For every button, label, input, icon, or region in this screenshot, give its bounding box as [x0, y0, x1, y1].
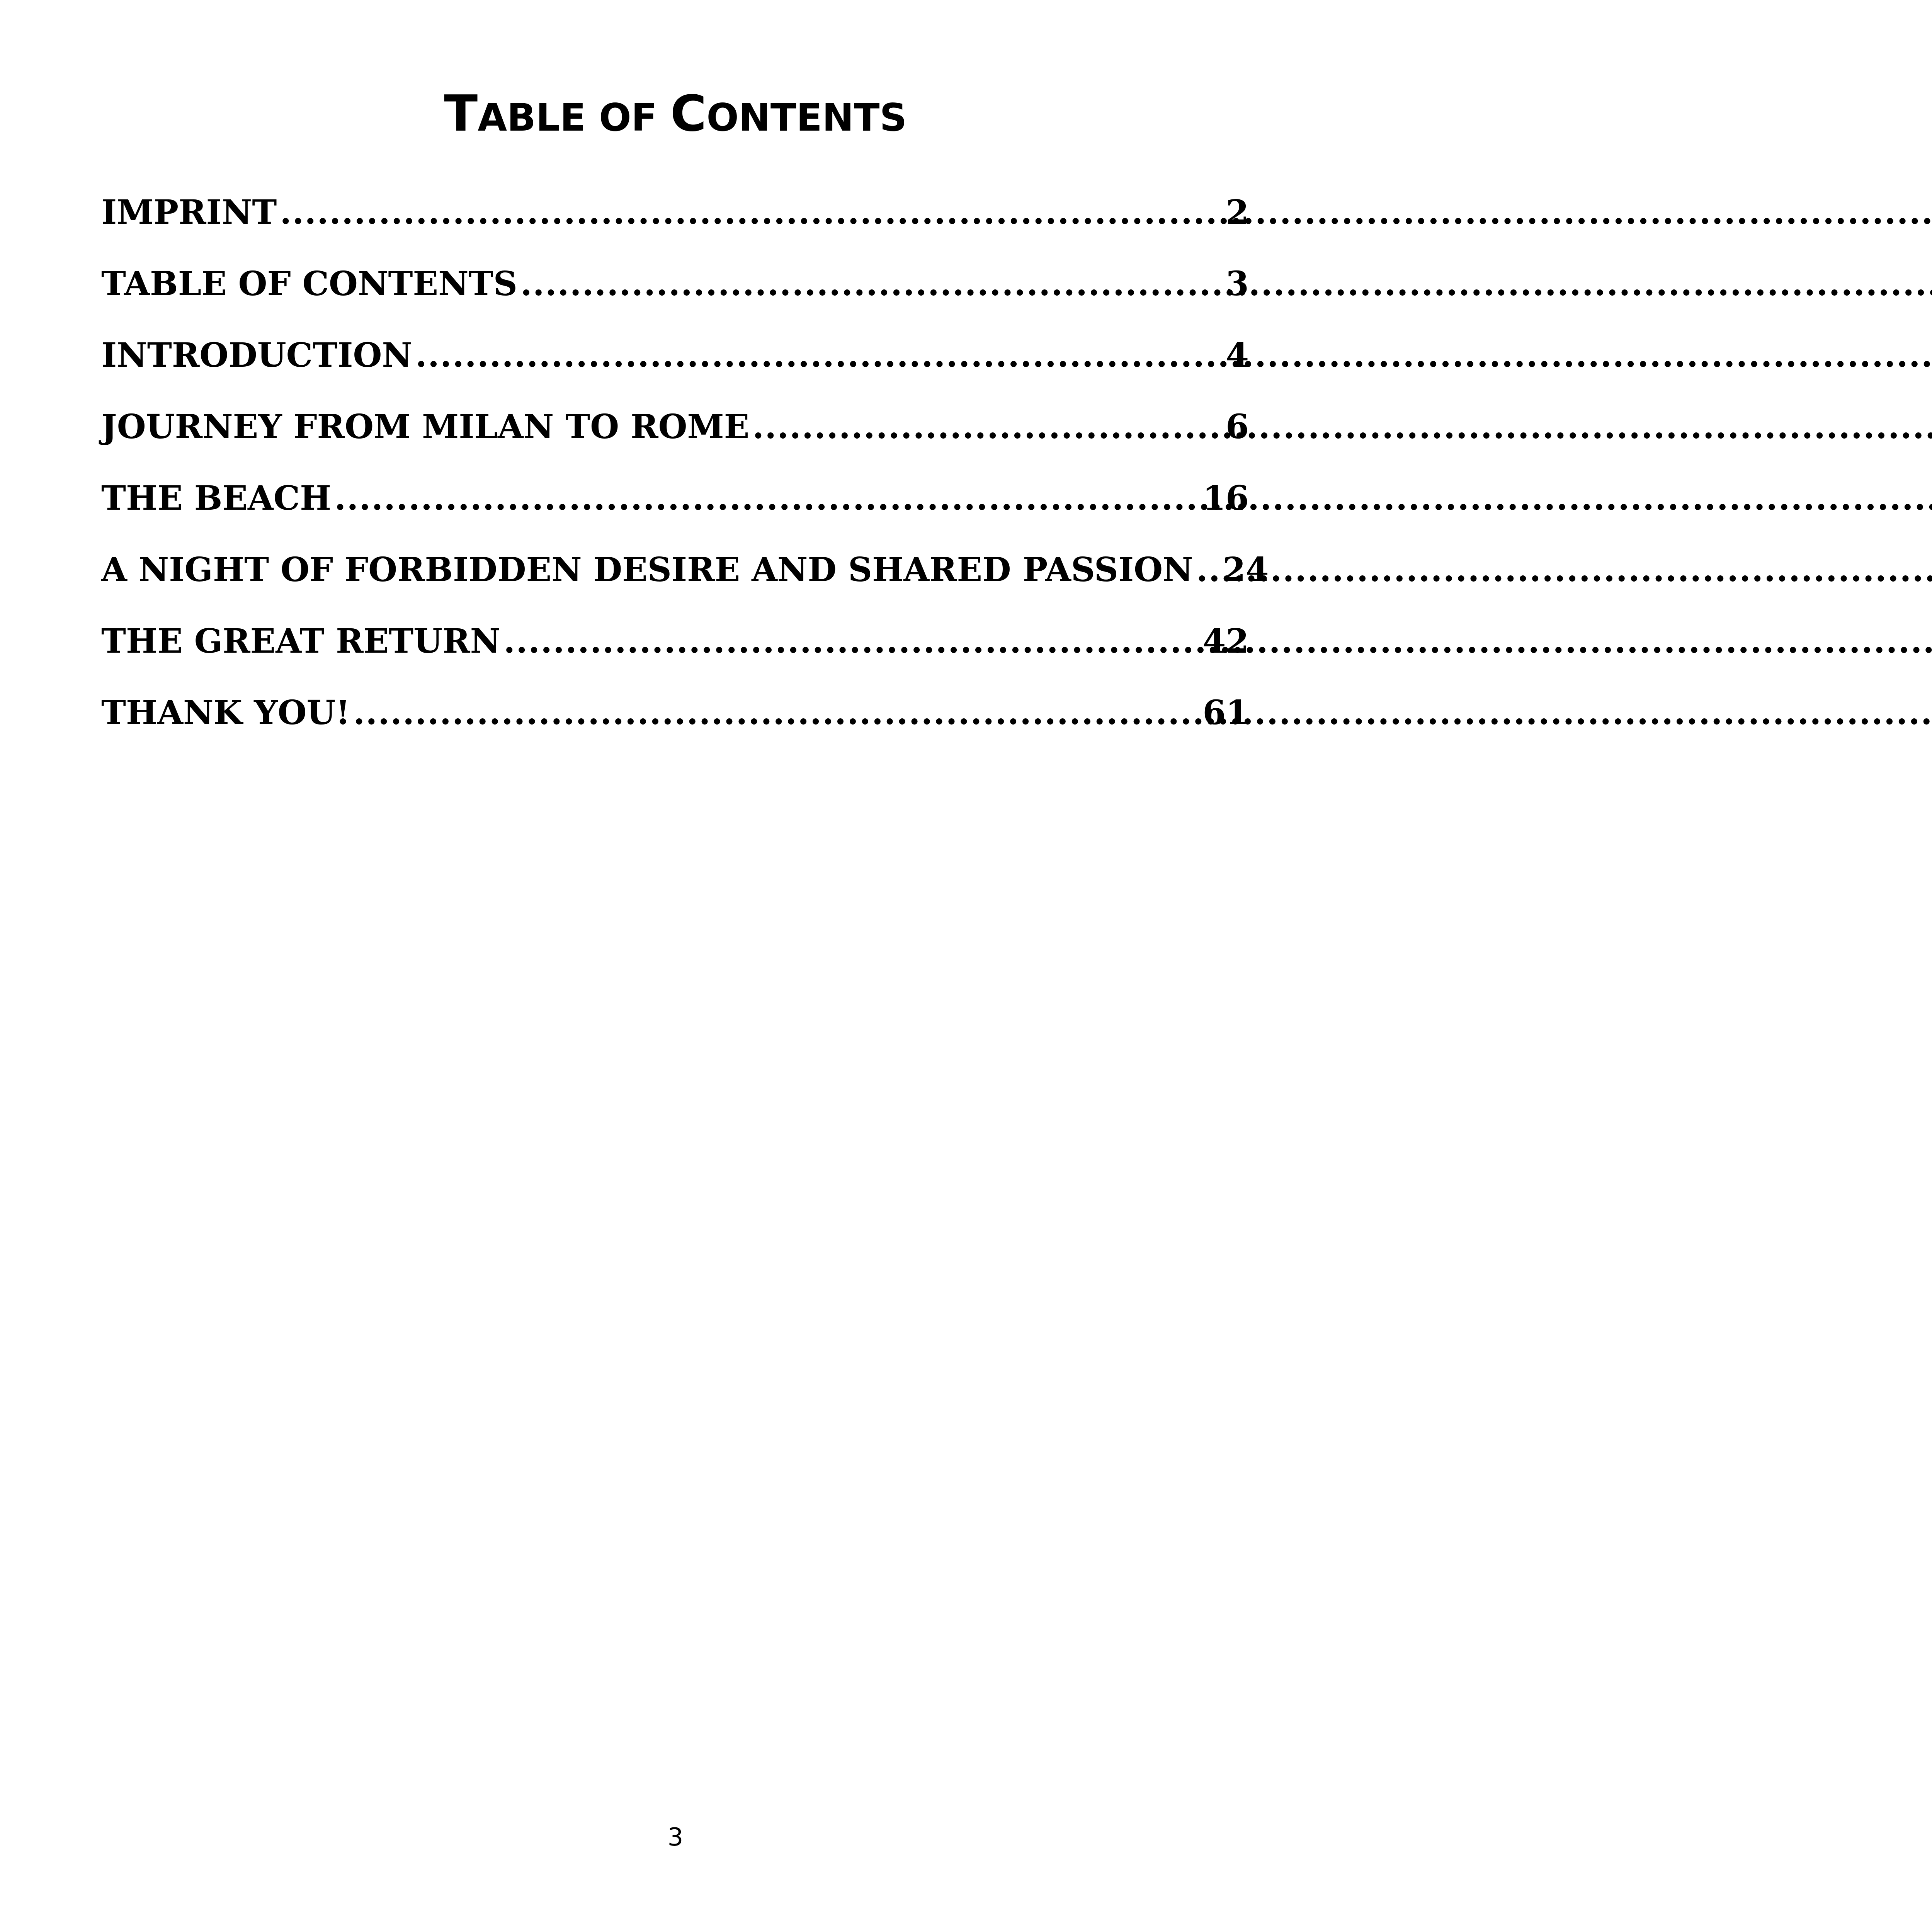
toc-dot-leader: [353, 686, 1199, 740]
toc-entry-label[interactable]: JOURNEY FROM MILAN TO ROME: [101, 407, 750, 446]
toc-entry-page-number[interactable]: 4: [1226, 336, 1249, 375]
toc-entry-page-number[interactable]: 16: [1202, 479, 1249, 518]
toc-entry-label[interactable]: THANK YOU!: [101, 693, 350, 732]
toc-entry-page-number[interactable]: 24: [1222, 550, 1269, 589]
toc-entry-label[interactable]: A NIGHT OF FORBIDDEN DESIRE AND SHARED PASSION: [101, 550, 1193, 589]
toc-dot-leader: [1196, 543, 1219, 597]
toc-dot-leader: [334, 471, 1199, 526]
toc-entry-page-number[interactable]: 3: [1226, 264, 1249, 303]
toc-entry-label[interactable]: IMPRINT: [101, 193, 277, 232]
toc-dot-leader: [415, 328, 1223, 383]
toc-dot-leader: [280, 185, 1223, 240]
toc-entry-page-number[interactable]: 61: [1202, 693, 1249, 732]
toc-entry-imprint[interactable]: [101, 185, 1249, 257]
toc-entry-a-night[interactable]: [101, 543, 1269, 614]
page-title: [0, 83, 1351, 149]
toc-entry-the-beach[interactable]: [101, 471, 1249, 543]
toc-entry-label[interactable]: THE BEACH: [101, 479, 332, 518]
toc-entry-great-return[interactable]: [101, 614, 1249, 686]
toc-dot-leader: [520, 257, 1223, 311]
toc-entry-journey[interactable]: [101, 400, 1249, 471]
toc-list: [101, 185, 1269, 757]
title-rest-table: ABLE OF: [478, 96, 670, 140]
title-initial-table: T: [444, 85, 478, 143]
toc-entry-page-number[interactable]: 6: [1226, 407, 1249, 446]
toc-entry-label[interactable]: TABLE OF CONTENTS: [101, 264, 517, 303]
toc-entry-thank-you[interactable]: [101, 686, 1249, 757]
footer-page-number: 3: [667, 1823, 684, 1852]
title-initial-contents: C: [670, 85, 707, 143]
toc-entry-label[interactable]: THE GREAT RETURN: [101, 622, 501, 661]
toc-entry-table-of-contents[interactable]: [101, 257, 1249, 328]
toc-entry-introduction[interactable]: [101, 328, 1249, 400]
toc-entry-page-number[interactable]: 42: [1202, 622, 1249, 661]
title-rest-contents: ONTENTS: [706, 96, 907, 140]
toc-dot-leader: [503, 614, 1199, 668]
toc-entry-label[interactable]: INTRODUCTION: [101, 336, 412, 375]
toc-entry-page-number[interactable]: 2: [1226, 193, 1249, 232]
toc-dot-leader: [752, 400, 1223, 454]
